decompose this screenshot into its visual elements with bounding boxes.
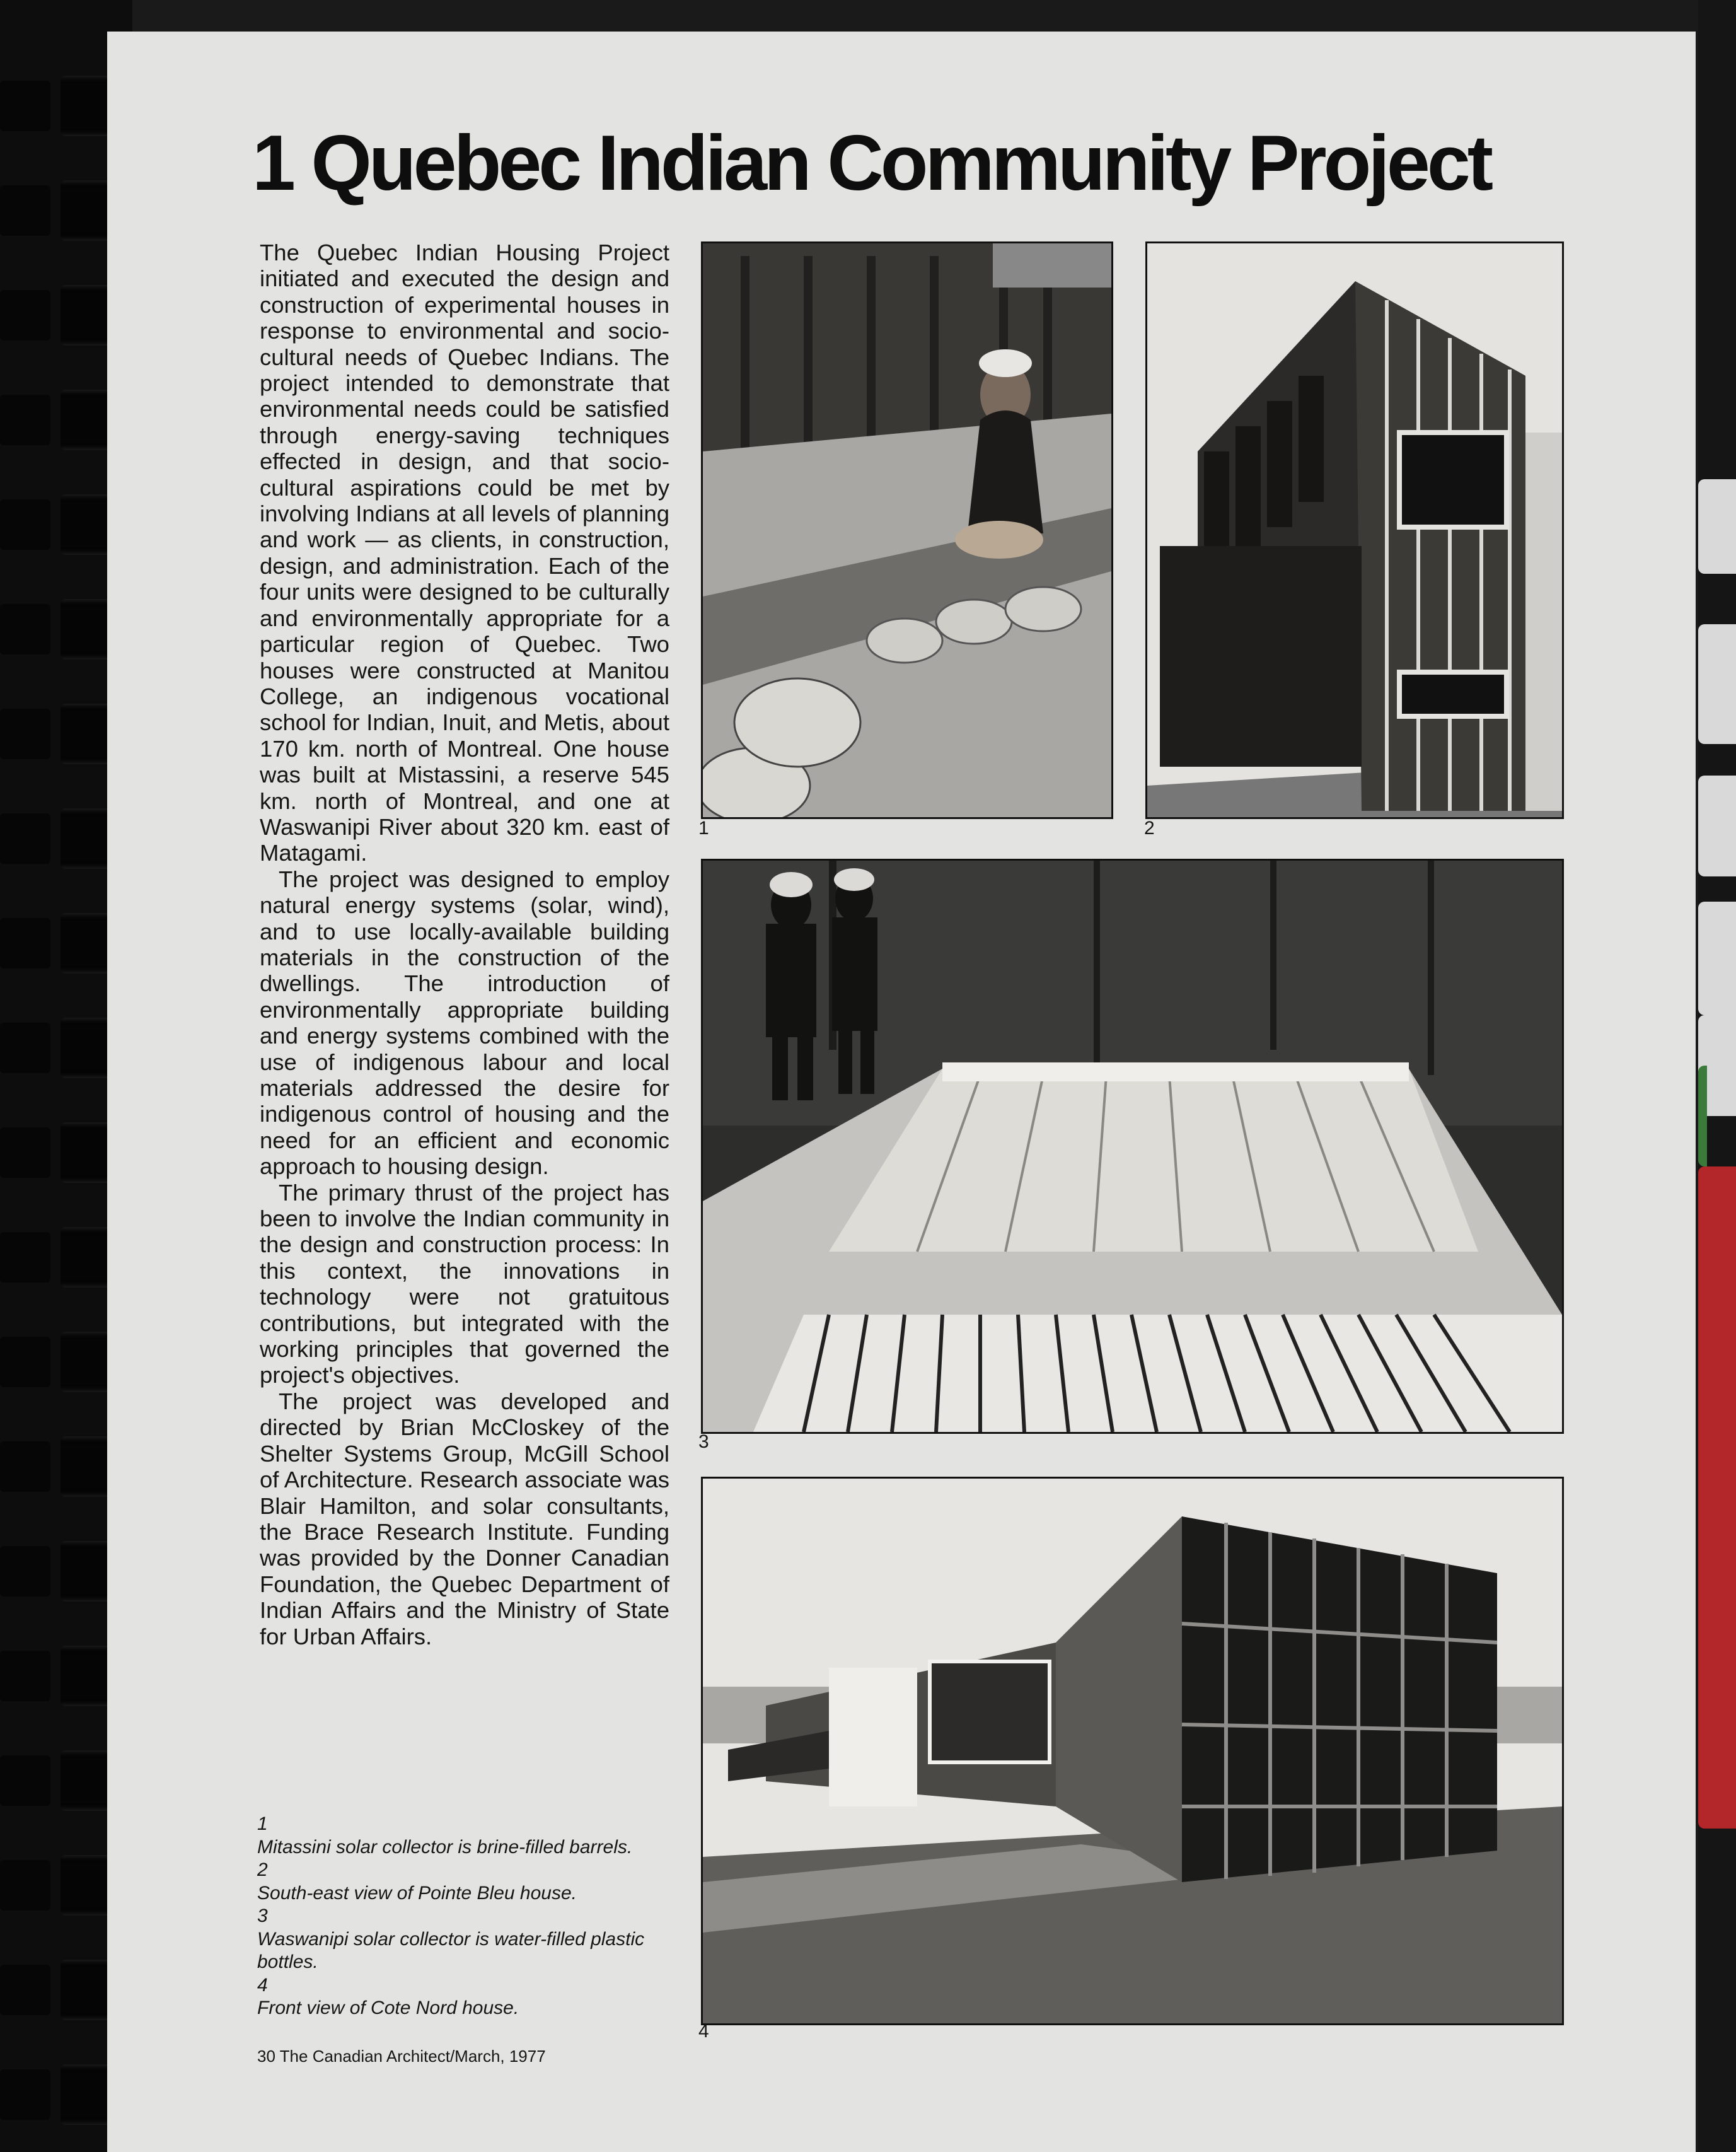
- index-tab: [1698, 776, 1736, 876]
- caption-item: [257, 1859, 667, 1905]
- figure-captions: [257, 1813, 667, 2020]
- article-paragraph: The project was developed and directed by Brian McCloskey of the Shelter Systems Group, McGill School of Architecture. Research associate was Blair Hamilton, and solar consultants, the Brace Research Institute. Funding was provided by the Donner Canadian Foundation, the Quebec Department of Indian Affairs and the Ministry of State for Urban Affairs.: [260, 1388, 669, 1649]
- caption-number: 3: [257, 1905, 268, 1926]
- caption-text: Front view of Cote Nord house.: [257, 1998, 519, 2018]
- article-paragraph: The primary thrust of the project has been to involve the Indian community in the design and construction process: In this context, the innovations in technology were not gratuitous contributions, but integrated with the working principles that governed the project's objectives.: [260, 1179, 669, 1388]
- figure-number: 4: [698, 2021, 709, 2042]
- page-footer: 30 The Canadian Architect/March, 1977: [257, 2047, 546, 2066]
- photo-waswanipi-roof-bottles: [701, 859, 1564, 1434]
- photo-solar-collector-barrels: [701, 241, 1113, 819]
- photo-pointe-bleu-house: [1145, 241, 1564, 819]
- caption-text: Mitassini solar collector is brine-filled barrels.: [257, 1836, 633, 1858]
- page-title: 1 Quebec Indian Community Project: [252, 120, 1491, 207]
- caption-number: 2: [257, 1859, 268, 1880]
- article-body: [260, 240, 669, 1649]
- caption-item: [257, 1974, 667, 2020]
- article-paragraph: The Quebec Indian Housing Project initiated and executed the design and construction of experimental houses in response to environmental and socio-cultural needs of Quebec Indians. The project intended to demonstrate that environmental needs could be satisfied through energy-saving techniques effected in design, and that socio-cultural aspirations could be met by involving Indians at all levels of planning and work — as clients, in construction, design, and administration. Each of the four units were designed to be culturally and environmentally appropriate for a particular region of Quebec. Two houses were constructed at Manitou College, an indigenous vocational school for Indian, Inuit, and Metis, about 170 km. north of Montreal. One house was built at Mistassini, a reserve 545 km. north of Montreal, and one at Waswanipi River about 320 km. east of Matagami.: [260, 240, 669, 866]
- article-paragraph: The project was designed to employ natural energy systems (solar, wind), and to use locally-available building materials in the construction of the dwellings. The introduction of environmentally appropriate building and energy systems combined with the use of indigenous labour and local materials addressed the desire for indigenous control of housing and the need for an efficient and economic approach to housing design.: [260, 866, 669, 1180]
- index-tab: [1698, 902, 1736, 1015]
- caption-number: 4: [257, 1974, 268, 1996]
- index-tab: [1698, 624, 1736, 744]
- caption-text: South-east view of Pointe Bleu house.: [257, 1882, 577, 1904]
- photo-cote-nord-house: [701, 1477, 1564, 2025]
- caption-item: [257, 1813, 667, 1859]
- caption-text: Waswanipi solar collector is water-filled plastic bottles.: [257, 1928, 645, 1972]
- figure-number: 3: [698, 1431, 709, 1452]
- caption-item: [257, 1905, 667, 1974]
- caption-number: 1: [257, 1813, 268, 1834]
- figure-number: 2: [1144, 818, 1155, 839]
- index-tab-red: [1698, 1166, 1736, 1829]
- figure-number: 1: [698, 818, 709, 839]
- index-tabs: [1698, 0, 1736, 2152]
- index-tab-green: [1698, 1066, 1707, 1166]
- index-tab: [1698, 479, 1736, 574]
